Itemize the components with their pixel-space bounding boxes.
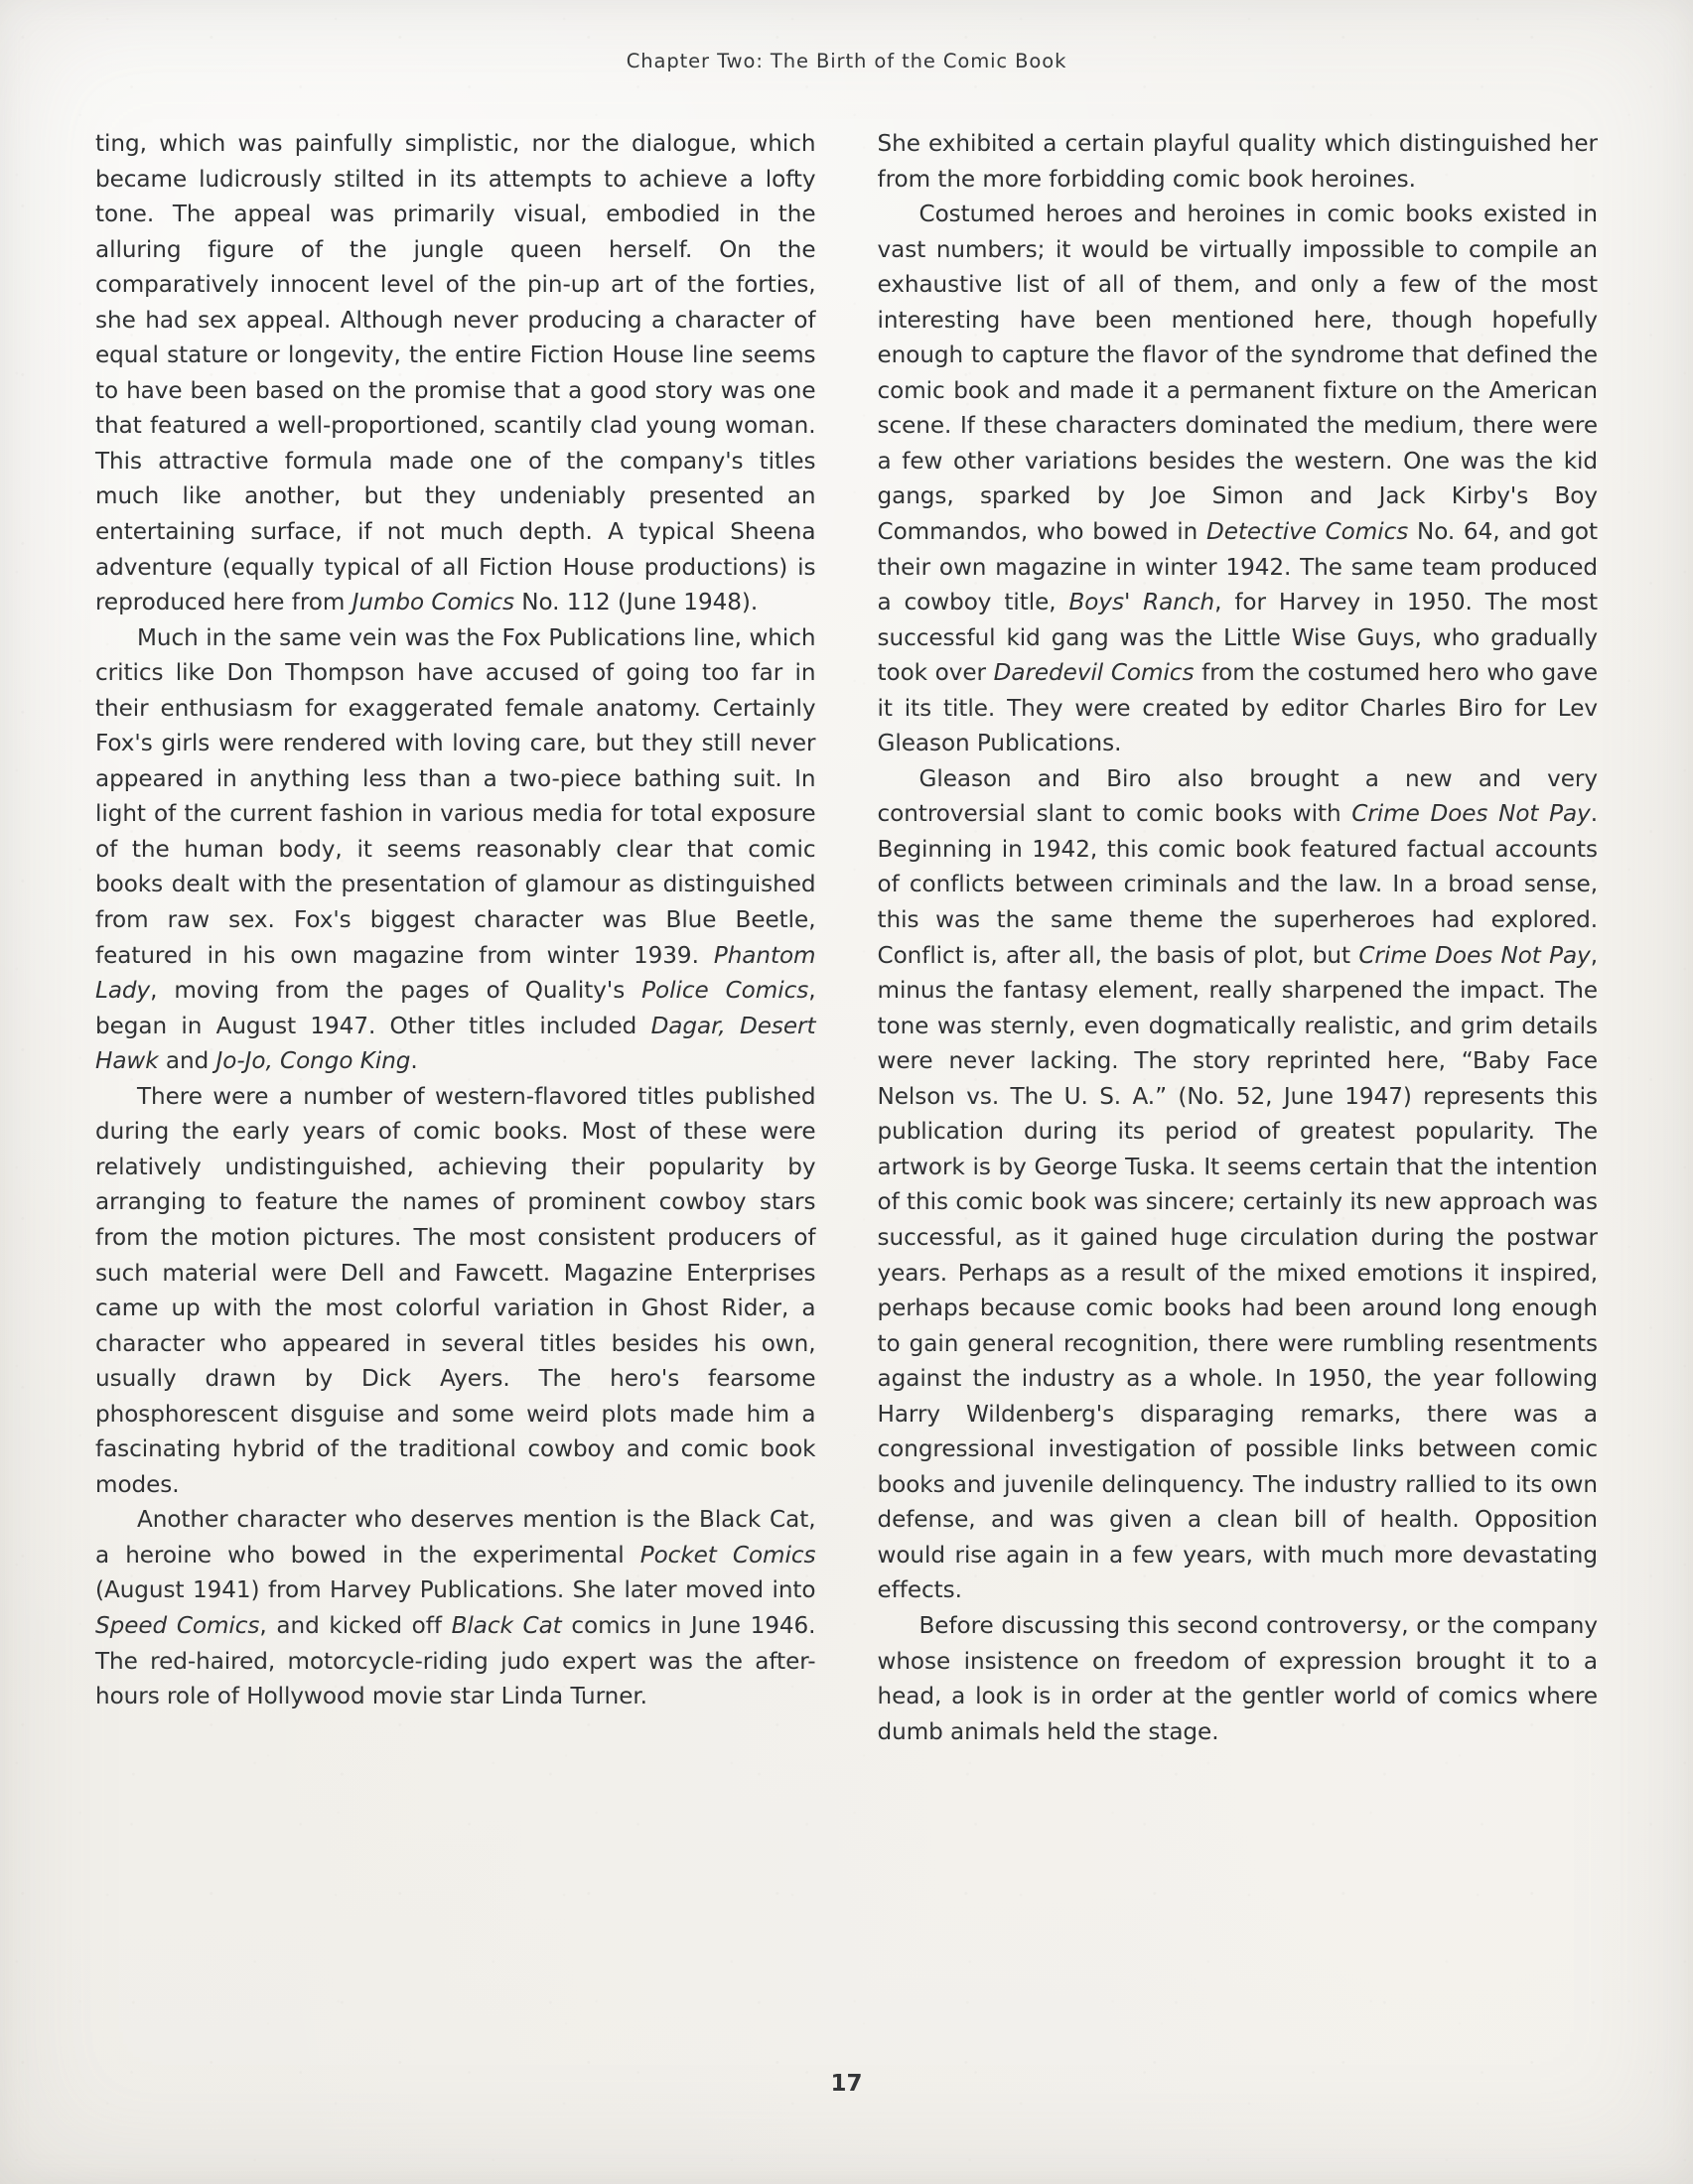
paragraph	[878, 1609, 1599, 1750]
text-run: No. 64, and got their own magazine in winter 1942. The same team produced a cowboy title,	[877, 519, 1599, 616]
text-run: ting, which was painfully simplistic, nor the dialogue, which became ludicrously stilted in its attempts to achieve a lofty tone. The appeal was primarily visual, embodied in the alluring figure of the jungle queen herself. On the comparatively innocent level of the pin-up art of the forties, she had sex appeal. Although never producing a character of equal stature or longevity, the entire Fiction House line seems to have been based on the promise that a good story was one that featured a well-proportioned, scantily clad young woman. This attractive formula made one of the company's titles much like another, but they undeniably presented an entertaining surface, if not much depth. A typical Sheena adventure (equally typical of all Fiction House productions) is reproduced here from	[95, 131, 816, 616]
italic-title: Pocket Comics	[639, 1542, 816, 1569]
italic-title: Crime Does Not Pay	[1358, 942, 1591, 969]
two-column-text-body	[95, 127, 1598, 1750]
italic-title: Crime Does Not Pay	[1351, 801, 1591, 828]
running-head: Chapter Two: The Birth of the Comic Book	[626, 50, 1067, 72]
page-number: 17	[830, 2071, 863, 2097]
paragraph	[95, 127, 816, 621]
left-text-column	[95, 127, 816, 1750]
paragraph	[95, 1503, 816, 1714]
paragraph	[878, 127, 1599, 198]
italic-title: Daredevil Comics	[993, 660, 1195, 687]
text-run: from the costumed hero who gave it its title. They were created by editor Charles Biro for Lev Gleason Publications.	[877, 660, 1598, 757]
right-text-column	[878, 127, 1599, 1750]
text-run: Much in the same vein was the Fox Publications line, which critics like Don Thompson have accused of going too far in their enthusiasm for exaggerated female anatomy. Certainly Fox's girls were rendered with loving care, but they still never appeared in anything less than a two-piece bathing suit. In light of the current fashion in various media for total exposure of the human body, it seems reasonably clear that comic books dealt with the presentation of glamour as distinguished from raw sex. Fox's biggest character was Blue Beetle, featured in his own magazine from winter 1939.	[95, 624, 816, 969]
italic-title: Jo-Jo, Congo King	[215, 1048, 411, 1075]
text-run: There were a number of western-flavored titles published during the early years of comic books. Most of these were relatively undistinguished, achieving their popularity by arranging to feature the names of prominent cowboy stars from the motion pictures. The most consistent producers of such material were Dell and Fawcett. Magazine Enterprises came up with the most colorful variation in Ghost Rider, a character who appeared in several titles besides his own, usually drawn by Dick Ayers. The hero's fearsome phosphorescent disguise and some weird plots made him a fascinating hybrid of the traditional cowboy and comic book modes.	[95, 1083, 816, 1498]
text-run: , and kicked off	[259, 1612, 452, 1639]
italic-title: Phantom Lady	[95, 942, 816, 1005]
italic-title: Detective Comics	[1206, 519, 1409, 546]
italic-title: Black Cat	[451, 1612, 562, 1639]
text-run: , moving from the pages of Quality's	[150, 978, 642, 1005]
text-run: She exhibited a certain playful quality which distinguished her from the more forbidding comic book heroines.	[877, 131, 1598, 193]
paragraph	[878, 198, 1599, 762]
paragraph	[95, 621, 816, 1080]
text-run: .	[410, 1048, 418, 1075]
italic-title: Police Comics	[641, 978, 809, 1005]
text-run: Gleason and Biro also brought a new and very controversial slant to comic books with	[877, 765, 1598, 828]
text-run: and	[158, 1048, 216, 1075]
text-run: comics in June 1946. The red-haired, motorcycle-riding judo expert was the after-hours role of Hollywood movie star Linda Turner.	[95, 1612, 816, 1710]
text-run: No. 112 (June 1948).	[513, 590, 759, 616]
text-run: (August 1941) from Harvey Publications. She later moved into	[95, 1577, 816, 1604]
text-run: Costumed heroes and heroines in comic books existed in vast numbers; it would be virtually impossible to compile an exhaustive list of all of them, and only a few of the most interesting have been mentioned here, though hopefully enough to capture the flavor of the syndrome that defined the comic book and made it a permanent fixture on the American scene. If these characters dominated the medium, there were a few other variations besides the western. One was the kid gangs, sparked by Joe Simon and Jack Kirby's Boy Commandos, who bowed in	[877, 202, 1598, 546]
italic-title: Jumbo Comics	[352, 590, 514, 616]
italic-title: Boys' Ranch	[1068, 590, 1215, 616]
paragraph	[95, 1080, 816, 1504]
text-run: , minus the fantasy element, really sharpened the impact. The tone was sternly, even dogmatically realistic, and grim details were never lacking. The story reprinted here, “Baby Face Nelson vs. The U. S. A.” (No. 52, June 1947) represents this publication during its period of greatest popularity. The artwork is by George Tuska. It seems certain that the intention of this comic book was sincere; certainly its new approach was successful, as it gained huge circulation during the postwar years. Perhaps as a result of the mixed emotions it inspired, perhaps because comic books had been around long enough to gain general recognition, there were rumbling resentments against the industry as a whole. In 1950, the year following Harry Wildenberg's disparaging remarks, there was a congressional investigation of possible links between comic books and juvenile delinquency. The industry rallied to its own defense, and was given a clean bill of health. Opposition would rise again in a few years, with much more devastating effects.	[877, 942, 1598, 1604]
text-run: , for Harvey in 1950. The most successful kid gang was the Little Wise Guys, who gradually took over	[877, 590, 1598, 687]
text-run: . Beginning in 1942, this comic book featured factual accounts of conflicts between criminals and the law. In a broad sense, this was the same theme the superheroes had explored. Conflict is, after all, the basis of plot, but	[877, 801, 1599, 969]
text-run: Before discussing this second controversy, or the company whose insistence on freedom of expression brought it to a head, a look is in order at the gentler world of comics where dumb animals held the stage.	[877, 1612, 1598, 1745]
italic-title: Dagar, Desert Hawk	[95, 1013, 816, 1075]
text-run: Another character who deserves mention is the Black Cat, a heroine who bowed in the experimental	[95, 1507, 816, 1569]
text-run: , began in August 1947. Other titles included	[95, 978, 816, 1039]
italic-title: Speed Comics	[95, 1612, 260, 1639]
paragraph	[878, 762, 1599, 1609]
